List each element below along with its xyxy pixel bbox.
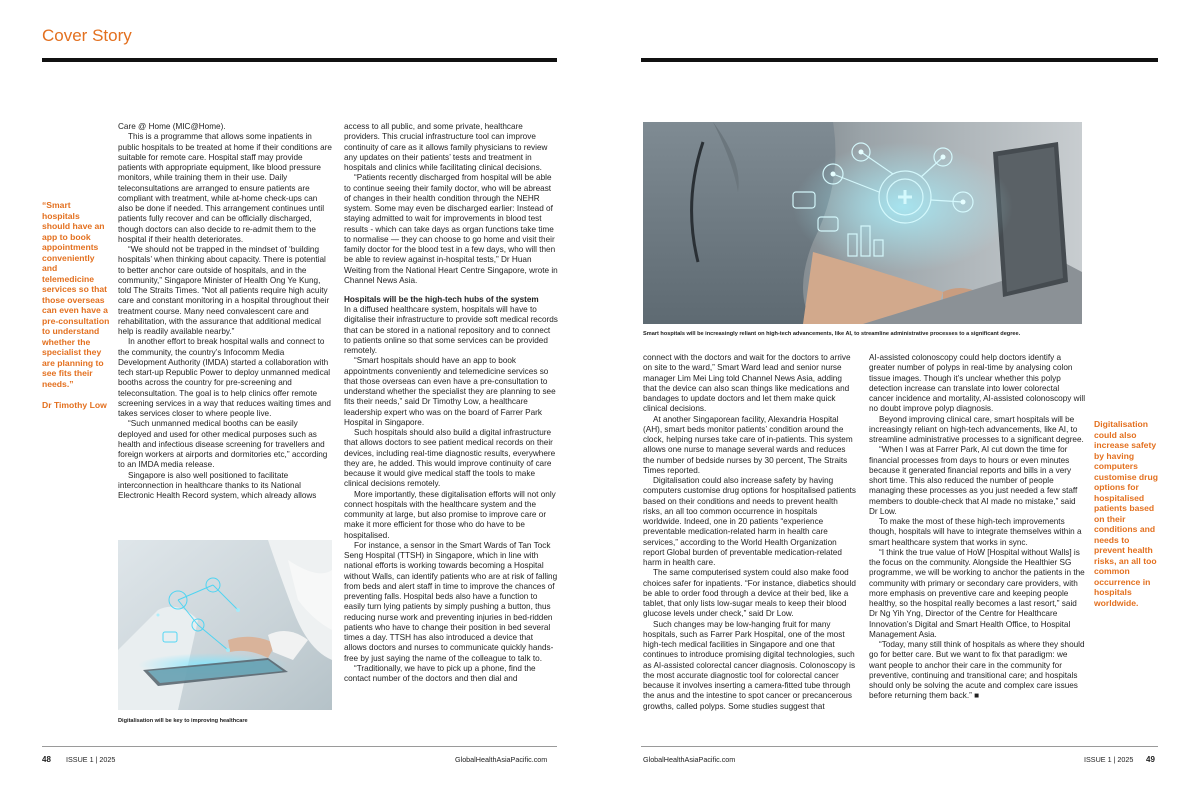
pull-quote-right-text: Digitalisation could also increase safety by having computers customise drug options for hospitalised patients based on their conditions and needs to prevent health risks, an all too common occurrence in hospitals worldwide.: [1094, 419, 1158, 608]
body-paragraph: “I think the true value of HoW [Hospital without Walls] is the focus on the community. Alongside the Healthier SG programme, we will be working to anchor the patients in the community with primary or secondary care providers, with more emphasis on preventive care and keeping people healthy, so the hospital really becomes a last resort,” said Dr Ng Yih Yng, Director of the Centre for Healthcare Innovation’s Digital and Smart Health Office, to Hospital Management Asia.: [869, 547, 1085, 639]
body-paragraph: In another effort to break hospital walls and connect to the community, the country’s Infocomm Media Development Authority (IMDA) started a collaboration with tech start-up Republic Power to deploy unmanned medical booths across the country for pre-screening and teleconsultation. The goal is to help clinics offer remote screening services in a way that reduces waiting times and takes services closer to where people live.: [118, 337, 331, 418]
body-paragraph: Singapore is also well positioned to facilitate interconnection in healthcare thanks to its National Electronic Health Record system, which already allows: [118, 470, 317, 500]
body-paragraph: AI-assisted colonoscopy could help doctors identify a greater number of polyps in real-time by analysing colon tissue images. Though it’s unclear whether this polyp detection increase can translate into lower colorectal cancer incidence and mortality, AI-assisted colonoscopy will no doubt improve polyp diagnosis.: [869, 353, 1085, 414]
body-paragraph: “Patients recently discharged from hospital will be able to continue seeing their family doctor, who will be abreast of changes in their health condition through the NEHR system. Some may even be discharged earlier: Instead of staying admitted to wait for improvements in blood test results - which can take days as organ functions take time to normalise — they can choose to go home and visit their family doctor for the blood test in a few days, who will then be able to review against in-hospital tests,” Dr Huan Weiting from the National Heart Centre Singapore, wrote in Channel News Asia.: [344, 173, 558, 285]
photo-digital-healthcare: [118, 540, 332, 710]
body-paragraph: More importantly, these digitalisation efforts will not only connect hospitals with the healthcare system and the community at large, but also promise to improve care or make it more efficient for those who do have to be hospitalised.: [344, 489, 556, 540]
body-paragraph: Beyond improving clinical care, smart hospitals will be increasingly reliant on high-tech advancements, like AI, to streamline administrative processes to a significant degree.: [869, 414, 1084, 444]
body-paragraph: In a diffused healthcare system, hospitals will have to digitalise their infrastructure to provide soft medical records that can be stored in a national repository and to connect to patients online so that some services can be provided remotely.: [344, 305, 558, 355]
footer-left-issue: ISSUE 1 | 2025: [66, 755, 116, 764]
caption-right-photo: Smart hospitals will be increasingly reliant on high-tech advancements, like AI, to streamline administrative processes to a significant degree.: [643, 331, 1021, 337]
footer-left-page-number: 48: [42, 755, 51, 764]
body-paragraph: The same computerised system could also make food choices safer for inpatients. “For instance, diabetics should be able to order food through a device at their bed, like a tablet, that only lists low-sugar meals to keep their blood glucose levels under check,” said Dr Low.: [643, 568, 856, 619]
body-paragraph: This is a programme that allows some inpatients in public hospitals to be treated at home if their conditions are suitable for remote care. Hospital staff may provide patients with appropriate equipment, like blood pressure monitors, while training them in their use. Daily teleconsultations are arranged to ensure patients are compliant with treatment, while at-home check-ups can also be done if needed. This arrangement continues until patients fully recover and can be officially discharged, though doctors can also decide to re-admit them to the hospital if their health deteriorates.: [118, 132, 332, 244]
body-column-1: [118, 122, 332, 530]
top-rule-right: [641, 58, 1158, 62]
body-paragraph: “When I was at Farrer Park, AI cut down the time for financial processes from days to hours or even minutes because it generated financial reports and bills in a very short time. This also reduced the number of people managing these processes as you just needed a few staff members to double-check that AI made no mistake,” said Dr Low.: [869, 445, 1078, 516]
section-heading: Hospitals will be the high-tech hubs of the system: [344, 295, 539, 304]
pull-quote-right: [1094, 419, 1160, 608]
bottom-rule-right: [641, 746, 1158, 747]
top-rule-left: [42, 58, 557, 62]
body-paragraph: “Such unmanned medical booths can be easily deployed and used for other medical purposes such as health and infectious disease screening for travellers and foreign workers at airports and dormitories etc,” according to an IMDA media release.: [118, 419, 328, 470]
pull-quote-attribution: Dr Timothy Low: [42, 400, 107, 410]
footer-left-site: GlobalHealthAsiaPacific.com: [455, 755, 548, 764]
photo-smart-hospital-ai: [643, 122, 1082, 324]
body-paragraph: To make the most of these high-tech improvements though, hospitals will have to integrate themselves within a smart healthcare system that works in sync.: [869, 517, 1082, 547]
pull-quote-left: [42, 200, 110, 411]
section-label: Cover Story: [42, 26, 132, 45]
footer-right-site: GlobalHealthAsiaPacific.com: [643, 755, 736, 764]
body-paragraph: Digitalisation could also increase safety by having computers customise drug options for hospitalised patients based on their conditions and needs to prevent health risks, an all too common occurrence in hospitals worldwide. Indeed, one in 20 patients “experience preventable medication-related harm in health care services,” according to the World Health Organization report Global burden of preventable medication-related harm in health care.: [643, 476, 856, 567]
body-paragraph: “We should not be trapped in the mindset of ‘building hospitals’ when thinking about capacity. There is potential to better anchor care outside of hospitals, and in the community,” Singapore Minister of Health Ong Ye Kung, told The Straits Times. “Not all patients require high acuity care and constant monitoring in a hospital throughout their treatment course. Many need convalescent care and rehabilitation, with the assurance that additional medical help is readily available nearby.”: [118, 245, 330, 336]
body-paragraph: At another Singaporean facility, Alexandria Hospital (AH), smart beds monitor patients’ condition around the clock, helping nurses take care of in-patients. This system allows one nurse to manage several wards and reduces the number of bedside nurses by 30 percent, The Straits Times reported.: [643, 414, 853, 475]
body-paragraph: “Today, many still think of hospitals as where they should go for better care. But we want to fix that paradigm: we want people to anchor their care in the community for preventive, continuing and transitional care; and hospitals should only be solving the acute and complex care issues before returning them back.” ■: [869, 640, 1085, 701]
pull-quote-left-text: “Smart hospitals should have an app to book appointments conveniently and telemedicine services so that those overseas can even have a pre-consultation to understand whether the specialist they are planning to see fits their needs.”: [42, 200, 110, 389]
footer-right-page-number: 49: [1146, 755, 1155, 764]
caption-left-photo: Digitalisation will be key to improving healthcare: [118, 718, 248, 724]
body-paragraph: access to all public, and some private, healthcare providers. This crucial infrastructure tool can improve continuity of care as it allows family physicians to review any updates on their patients’ tests and treatment in hospitals and clinics while facilitating clinical decisions.: [344, 122, 548, 172]
body-paragraph: “Smart hospitals should have an app to book appointments conveniently and telemedicine services so that those overseas can even have a pre-consultation to understand whether the specialist they are planning to see fits their needs,” said Dr Timothy Low, a healthcare leadership expert who was on the board of Farrer Park Hospital in Singapore.: [344, 356, 556, 427]
bottom-rule-left: [42, 746, 557, 747]
body-paragraph: For instance, a sensor in the Smart Wards of Tan Tock Seng Hospital (TTSH) in Singapore, which in line with national efforts is working towards becoming a Hospital without Walls, can identify patients who are at risk of falling from beds and alert staff in time to improve the chances of preventing falls. Hospital beds also have a function to easily turn lying patients by simply pushing a button, thus reducing nurse work and preventing injuries in bed-ridden patients who have to change their position in bed several times a day. TTSH has also introduced a device that allows doctors and nurses to communicate quickly hands-free by just saying the name of the colleague to talk to.: [344, 540, 558, 663]
body-column-2: [344, 122, 558, 724]
body-paragraph: “Traditionally, we have to pick up a phone, find the contact number of the doctors and then dial and: [344, 663, 536, 683]
body-paragraph: Such hospitals should also build a digital infrastructure that allows doctors to see patient medical records on their devices, including real-time diagnostic results, everywhere they are, he added. This would improve continuity of care because it would give medical staff the tools to make clinical decisions remotely.: [344, 428, 556, 489]
body-column-4: [869, 353, 1085, 724]
body-paragraph: Care @ Home (MIC@Home).: [118, 122, 226, 131]
body-column-3: [643, 353, 857, 724]
footer-right-issue: ISSUE 1 | 2025: [1084, 755, 1134, 764]
body-paragraph: connect with the doctors and wait for the doctors to arrive on site to the ward,” Smart Ward lead and senior nurse manager Lim Mei Ling told Channel News Asia, adding that the device can also scan things like medications and bandages to update doctors and let them make quick clinical decisions.: [643, 353, 851, 414]
body-paragraph: Such changes may be low-hanging fruit for many hospitals, such as Farrer Park Hospital, one of the most high-tech medical facilities in Singapore and one that continues to introduce promising digital technologies, such as AI-assisted colorectal cancer diagnosis. Colonoscopy is the most accurate diagnostic tool for colorectal cancer because it involves inserting a camera-fitted tube through the anus and the intestine to spot cancer or precancerous growths, called polyps. Some studies suggest that: [643, 619, 856, 711]
